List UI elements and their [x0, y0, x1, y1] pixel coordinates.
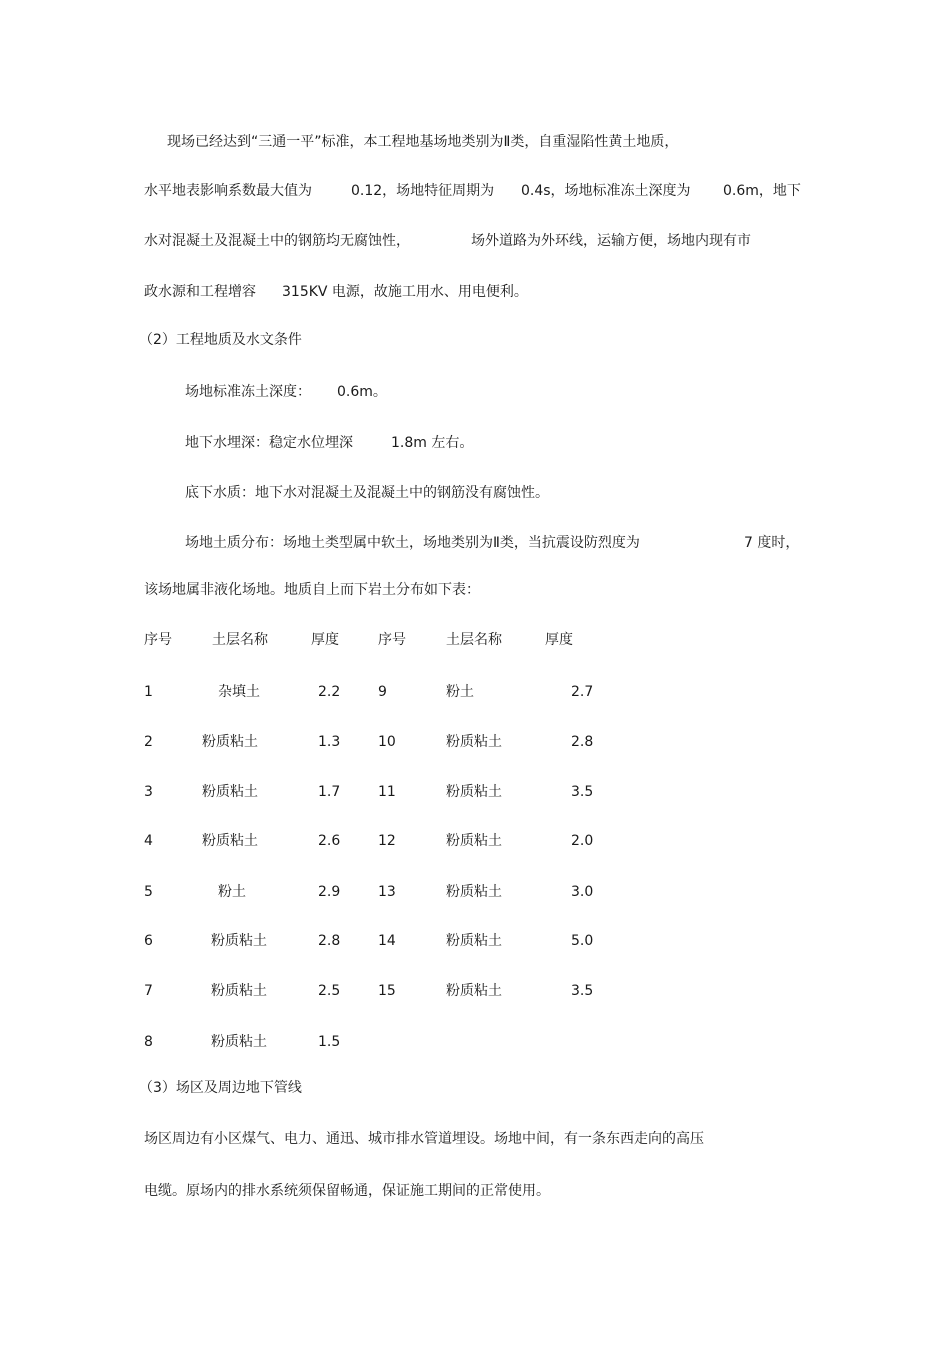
- soil-text: 场地土质分布：场地土类型属中软土，场地类别为Ⅱ类，当抗震设防烈度为: [185, 535, 640, 551]
- table-cell-thickness: 2.7: [571, 684, 594, 700]
- table-cell-thickness: 2.8: [318, 933, 341, 949]
- table-cell-thickness: 3.5: [571, 784, 594, 800]
- table-header-layer-name: 土层名称: [212, 632, 268, 648]
- table-header-thickness: 厚度: [545, 632, 573, 648]
- table-cell-index: 7: [144, 983, 153, 999]
- table-cell-thickness: 1.5: [318, 1034, 341, 1050]
- table-cell-index: 14: [378, 933, 396, 949]
- table-cell-index: 5: [144, 884, 153, 900]
- section-2-heading: （2）工程地质及水文条件: [139, 332, 302, 348]
- section-3-line-1: 场区周边有小区煤气、电力、通迅、城市排水管道埋设。场地中间，有一条东西走向的高压: [144, 1131, 704, 1147]
- table-cell-index: 10: [378, 734, 396, 750]
- table-cell-thickness: 3.5: [571, 983, 594, 999]
- table-cell-index: 6: [144, 933, 153, 949]
- intro-text: 0.4s，场地标准冻土深度为: [521, 183, 691, 199]
- intro-text: 水对混凝土及混凝土中的钢筋均无腐蚀性，: [144, 233, 410, 249]
- table-cell-index: 9: [378, 684, 387, 700]
- table-cell-thickness: 2.9: [318, 884, 341, 900]
- table-cell-layer-name: 粉质粘土: [211, 933, 267, 949]
- intro-text: 现场已经达到“三通一平”标准，本工程地基场地类别为Ⅱ类，自重湿陷性黄土地质，: [167, 134, 679, 150]
- table-cell-thickness: 5.0: [571, 933, 594, 949]
- table-cell-layer-name: 粉质粘土: [211, 983, 267, 999]
- groundwater-depth-label: 地下水埋深：稳定水位埋深: [185, 435, 353, 451]
- table-cell-index: 4: [144, 833, 153, 849]
- table-cell-thickness: 2.5: [318, 983, 341, 999]
- soil-text: 7 度时，: [744, 535, 800, 551]
- frost-depth-value: 0.6m。: [337, 384, 387, 400]
- table-cell-index: 15: [378, 983, 396, 999]
- frost-depth-label: 场地标准冻土深度：: [185, 384, 311, 400]
- table-cell-thickness: 2.6: [318, 833, 341, 849]
- table-cell-index: 12: [378, 833, 396, 849]
- table-cell-layer-name: 粉质粘土: [202, 833, 258, 849]
- table-cell-layer-name: 粉质粘土: [446, 884, 502, 900]
- table-cell-index: 3: [144, 784, 153, 800]
- table-cell-layer-name: 粉土: [446, 684, 474, 700]
- intro-text: 0.6m，地下: [723, 183, 801, 199]
- intro-text: 315KV 电源，故施工用水、用电便利。: [282, 284, 528, 300]
- table-cell-layer-name: 粉质粘土: [202, 784, 258, 800]
- table-cell-thickness: 3.0: [571, 884, 594, 900]
- table-cell-thickness: 2.2: [318, 684, 341, 700]
- table-cell-index: 8: [144, 1034, 153, 1050]
- water-quality-line: 底下水质：地下水对混凝土及混凝土中的钢筋没有腐蚀性。: [185, 485, 549, 501]
- table-cell-layer-name: 粉质粘土: [446, 833, 502, 849]
- table-header-index: 序号: [144, 632, 172, 648]
- groundwater-depth-value: 1.8m 左右。: [391, 435, 474, 451]
- section-3-line-2: 电缆。原场内的排水系统须保留畅通，保证施工期间的正常使用。: [144, 1183, 550, 1199]
- intro-text: 水平地表影响系数最大值为: [144, 183, 312, 199]
- table-cell-index: 2: [144, 734, 153, 750]
- table-header-thickness: 厚度: [311, 632, 339, 648]
- table-cell-index: 11: [378, 784, 396, 800]
- intro-text: 政水源和工程增容: [144, 284, 256, 300]
- table-cell-layer-name: 粉质粘土: [446, 933, 502, 949]
- table-cell-layer-name: 粉质粘土: [202, 734, 258, 750]
- table-cell-thickness: 2.0: [571, 833, 594, 849]
- soil-distribution-line-2: 该场地属非液化场地。地质自上而下岩土分布如下表：: [144, 582, 480, 598]
- section-3-heading: （3）场区及周边地下管线: [139, 1080, 302, 1096]
- table-cell-thickness: 1.7: [318, 784, 341, 800]
- table-header-layer-name: 土层名称: [446, 632, 502, 648]
- table-cell-layer-name: 粉质粘土: [446, 983, 502, 999]
- table-cell-layer-name: 粉质粘土: [446, 734, 502, 750]
- intro-text: 场外道路为外环线，运输方便，场地内现有市: [471, 233, 751, 249]
- table-cell-layer-name: 粉质粘土: [446, 784, 502, 800]
- table-cell-index: 13: [378, 884, 396, 900]
- table-cell-layer-name: 粉土: [218, 884, 246, 900]
- table-cell-layer-name: 粉质粘土: [211, 1034, 267, 1050]
- table-header-index: 序号: [378, 632, 406, 648]
- table-cell-thickness: 2.8: [571, 734, 594, 750]
- table-cell-layer-name: 杂填土: [218, 684, 260, 700]
- table-cell-thickness: 1.3: [318, 734, 341, 750]
- table-cell-index: 1: [144, 684, 153, 700]
- intro-text: 0.12，场地特征周期为: [351, 183, 495, 199]
